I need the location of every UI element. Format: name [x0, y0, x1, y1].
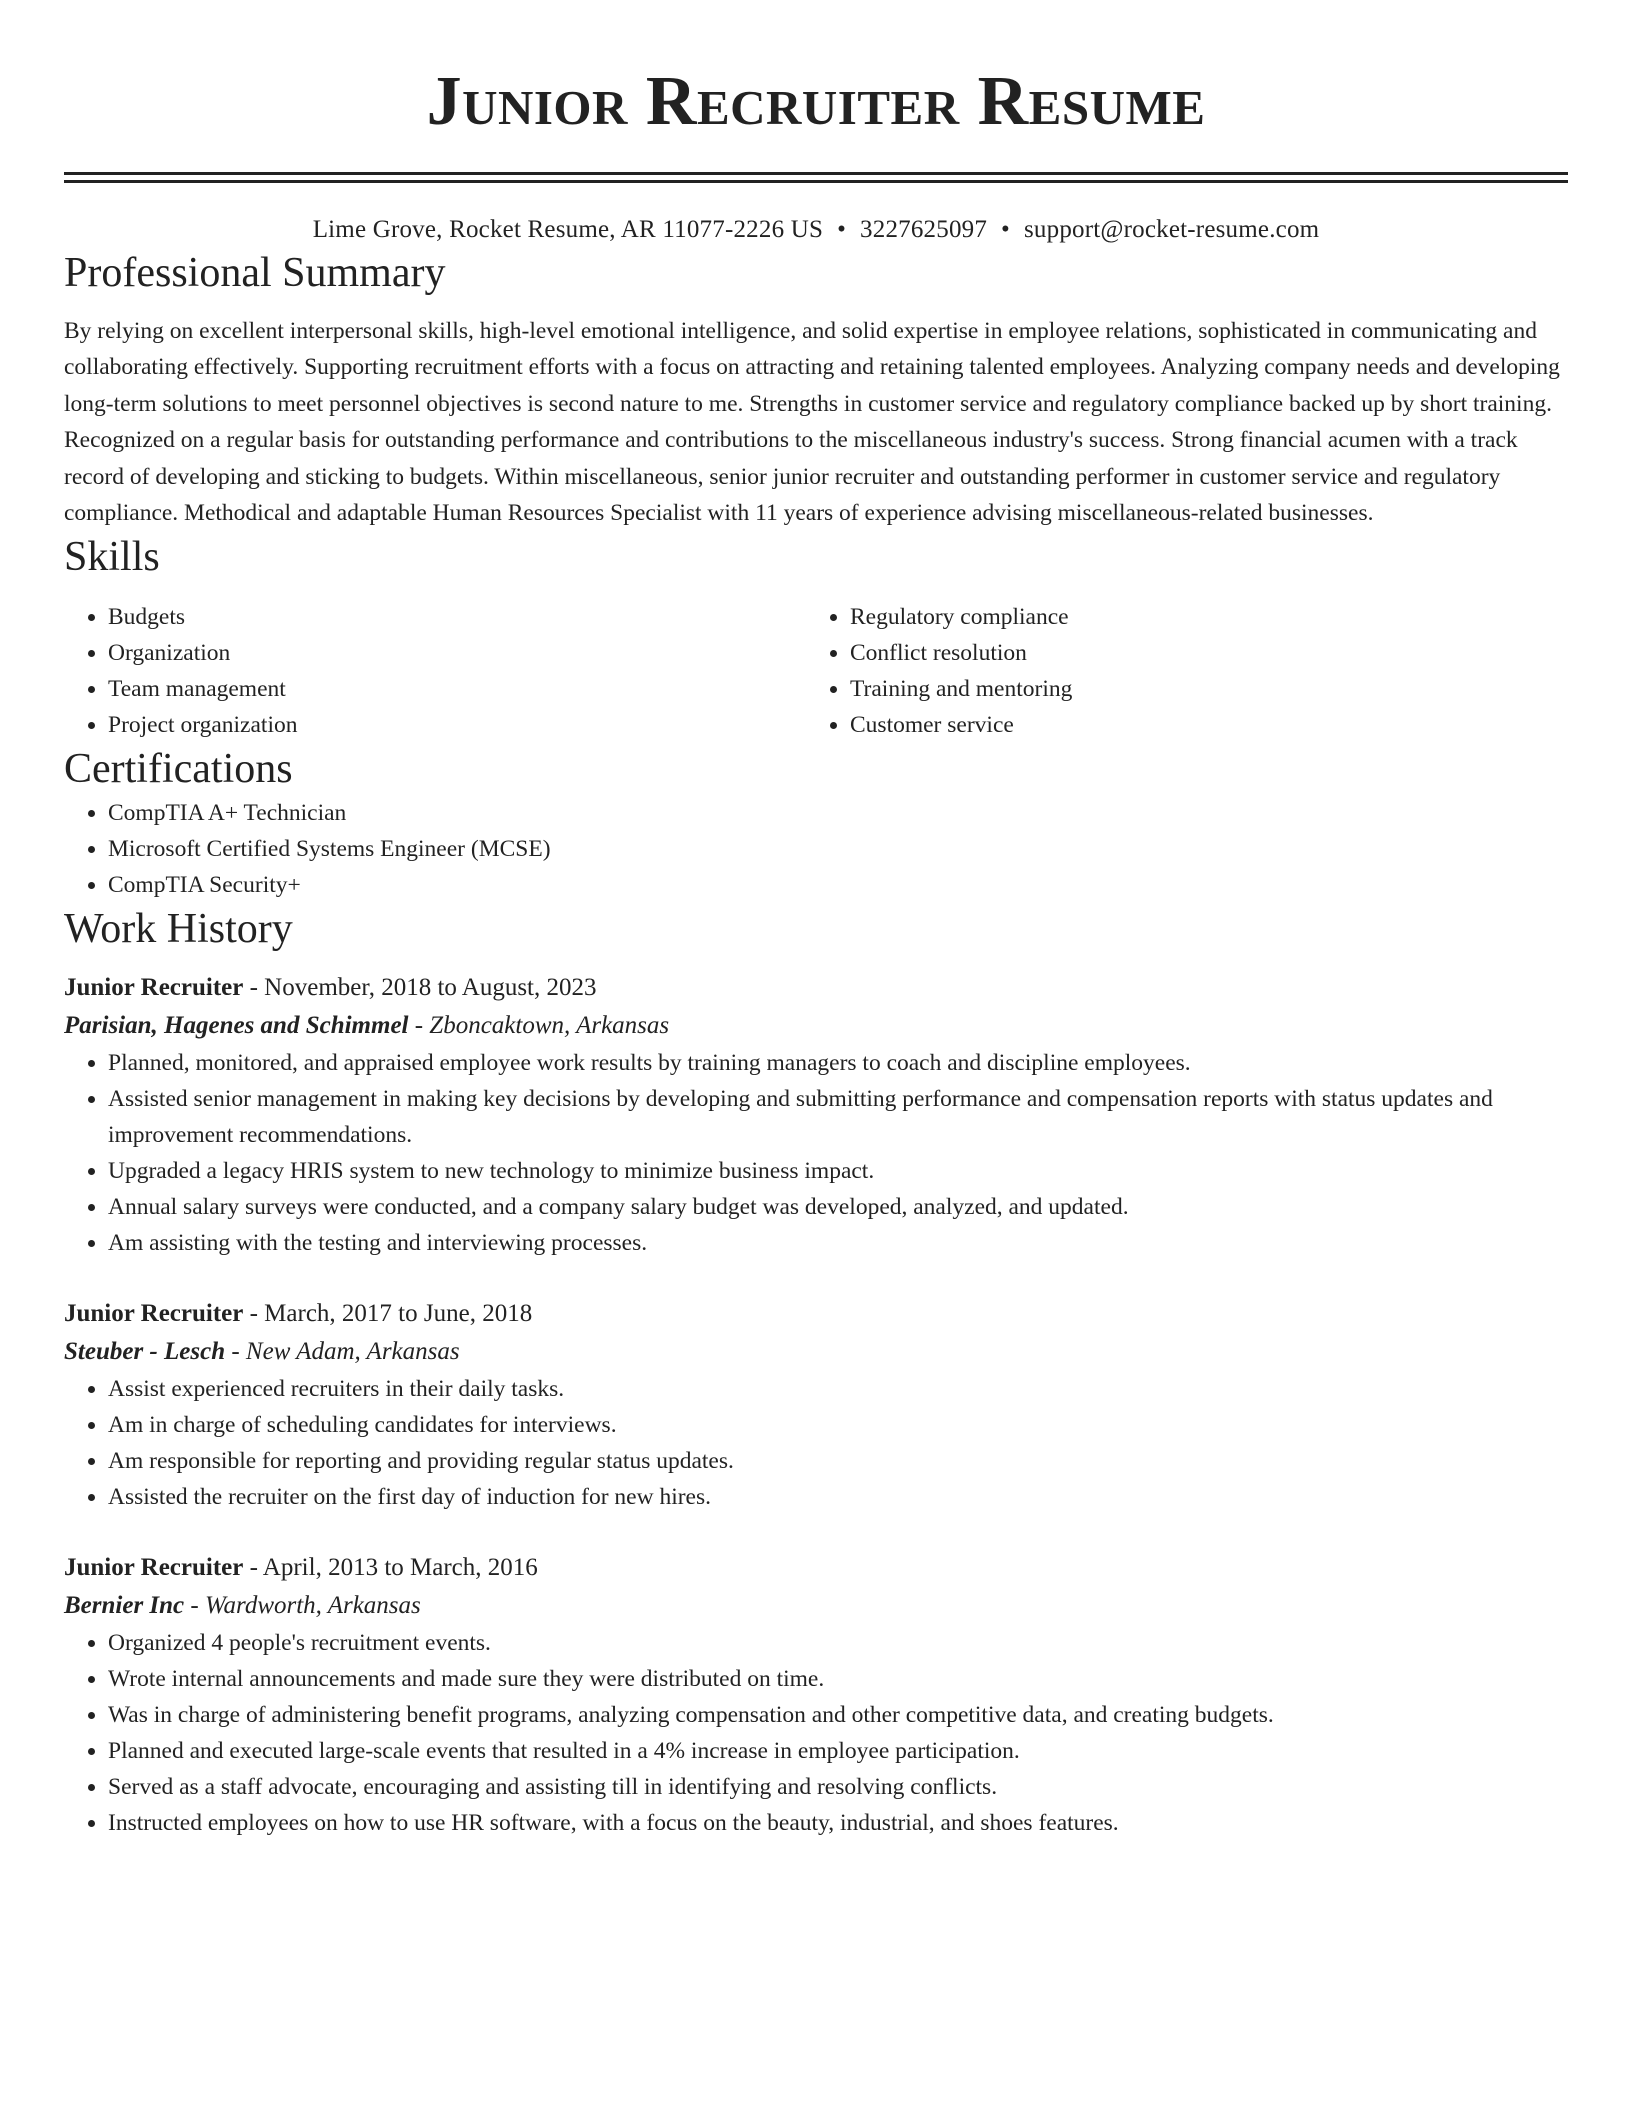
job-entry: [64, 1295, 1568, 1515]
skill-item: • Customer service: [850, 707, 1548, 743]
job-location: - Wardworth, Arkansas: [184, 1592, 421, 1620]
job-company-line: [64, 1007, 1568, 1045]
job-dates: - March, 2017 to June, 2018: [243, 1300, 533, 1328]
job-duty: • Instructed employees on how to use HR software, with a focus on the beauty, industrial, and shoes features.: [108, 1805, 1568, 1841]
skills-grid: [64, 599, 1568, 743]
job-duty: • Am assisting with the testing and interviewing processes.: [108, 1225, 1568, 1261]
job-duty: • Annual salary surveys were conducted, and a company salary budget was developed, analyzed, and updated.: [108, 1189, 1568, 1225]
job-company-line: [64, 1587, 1568, 1625]
job-duty: • Assisted the recruiter on the first day of induction for new hires.: [108, 1479, 1568, 1515]
certification-item: • Microsoft Certified Systems Engineer (MCSE): [108, 831, 1568, 867]
certifications-list: [64, 795, 1568, 903]
contact-separator: •: [1001, 216, 1010, 243]
job-duties-list: [64, 1045, 1568, 1261]
job-title: Junior Recruiter: [64, 974, 244, 1002]
skills-list-right: [806, 599, 1548, 743]
summary-text: By relying on excellent interpersonal skills, high-level emotional intelligence, and solid expertise in employee relations, sophisticated in communicating and collaborating effectively. Supporting recruitment efforts with a focus on attracting and retaining talented employees. Analyzing company needs and developing long-term solutions to meet personnel objectives is second nature to me. Strengths in customer service and regulatory compliance backed up by short training. Recognized on a regular basis for outstanding performance and contributions to the miscellaneous industry's success. Strong financial acumen with a track record of developing and sticking to budgets. Within miscellaneous, senior junior recruiter and outstanding performer in customer service and regulatory compliance. Methodical and adaptable Human Resources Specialist with 11 years of experience advising miscellaneous-related businesses.: [64, 318, 1560, 527]
job-dates: - April, 2013 to March, 2016: [243, 1554, 538, 1582]
skill-item: • Organization: [108, 635, 806, 671]
job-title-line: [64, 1549, 1568, 1587]
job-company: Parisian, Hagenes and Schimmel: [64, 1012, 409, 1040]
contact-line: [64, 213, 1568, 247]
skills-section: [64, 531, 1568, 743]
job-duty: • Assisted senior management in making key decisions by developing and submitting performance and compensation reports with status updates and improvement recommendations.: [108, 1081, 1568, 1153]
skills-heading: Skills: [64, 534, 160, 581]
job-duty: • Planned, monitored, and appraised employee work results by training managers to coach and discipline employees.: [108, 1045, 1568, 1081]
job-company-line: [64, 1333, 1568, 1371]
skill-item: • Budgets: [108, 599, 806, 635]
resume-title: Junior Recruiter Resume: [426, 63, 1206, 140]
job-duty: • Wrote internal announcements and made sure they were distributed on time.: [108, 1661, 1568, 1697]
job-duty: • Am responsible for reporting and providing regular status updates.: [108, 1443, 1568, 1479]
job-location: - Zboncaktown, Arkansas: [408, 1012, 670, 1040]
skill-item: • Conflict resolution: [850, 635, 1548, 671]
job-duty: • Organized 4 people's recruitment events.: [108, 1625, 1568, 1661]
skills-column-right: [806, 599, 1548, 743]
skill-item: • Regulatory compliance: [850, 599, 1548, 635]
skill-item: • Team management: [108, 671, 806, 707]
job-duties-list: [64, 1625, 1568, 1841]
certifications-section: [64, 743, 1568, 903]
job-title-line: [64, 969, 1568, 1007]
title-divider: [64, 172, 1568, 183]
job-dates: - November, 2018 to August, 2023: [243, 974, 597, 1002]
certifications-heading: Certifications: [64, 746, 293, 793]
certification-item: • CompTIA A+ Technician: [108, 795, 1568, 831]
job-location: - New Adam, Arkansas: [225, 1338, 460, 1366]
job-duty: • Was in charge of administering benefit programs, analyzing compensation and other competitive data, and creating budgets.: [108, 1697, 1568, 1733]
summary-section: [64, 247, 1568, 531]
skills-column-left: [64, 599, 806, 743]
contact-email: support@rocket-resume.com: [1024, 216, 1320, 243]
skill-item: • Project organization: [108, 707, 806, 743]
job-company: Bernier Inc: [64, 1592, 185, 1620]
job-company: Steuber - Lesch: [64, 1338, 226, 1366]
job-duty: • Am in charge of scheduling candidates for interviews.: [108, 1407, 1568, 1443]
job-entry: [64, 969, 1568, 1261]
job-title: Junior Recruiter: [64, 1554, 244, 1582]
skill-item: • Training and mentoring: [850, 671, 1548, 707]
job-duty: • Served as a staff advocate, encouraging and assisting till in identifying and resolving conflicts.: [108, 1769, 1568, 1805]
job-duties-list: [64, 1371, 1568, 1515]
work-history-section: [64, 903, 1568, 1841]
skills-list-left: [64, 599, 806, 743]
job-duty: • Planned and executed large-scale events that resulted in a 4% increase in employee participation.: [108, 1733, 1568, 1769]
contact-address: Lime Grove, Rocket Resume, AR 11077-2226 US: [312, 216, 824, 243]
contact-phone: 3227625097: [860, 216, 988, 243]
summary-heading: Professional Summary: [64, 250, 446, 296]
job-duty: • Upgraded a legacy HRIS system to new technology to minimize business impact.: [108, 1153, 1568, 1189]
certification-item: • CompTIA Security+: [108, 867, 1568, 903]
job-title-line: [64, 1295, 1568, 1333]
job-title: Junior Recruiter: [64, 1300, 244, 1328]
job-duty: • Assist experienced recruiters in their daily tasks.: [108, 1371, 1568, 1407]
job-entry: [64, 1549, 1568, 1841]
contact-separator: •: [837, 216, 847, 243]
work-history-heading: Work History: [64, 906, 293, 953]
